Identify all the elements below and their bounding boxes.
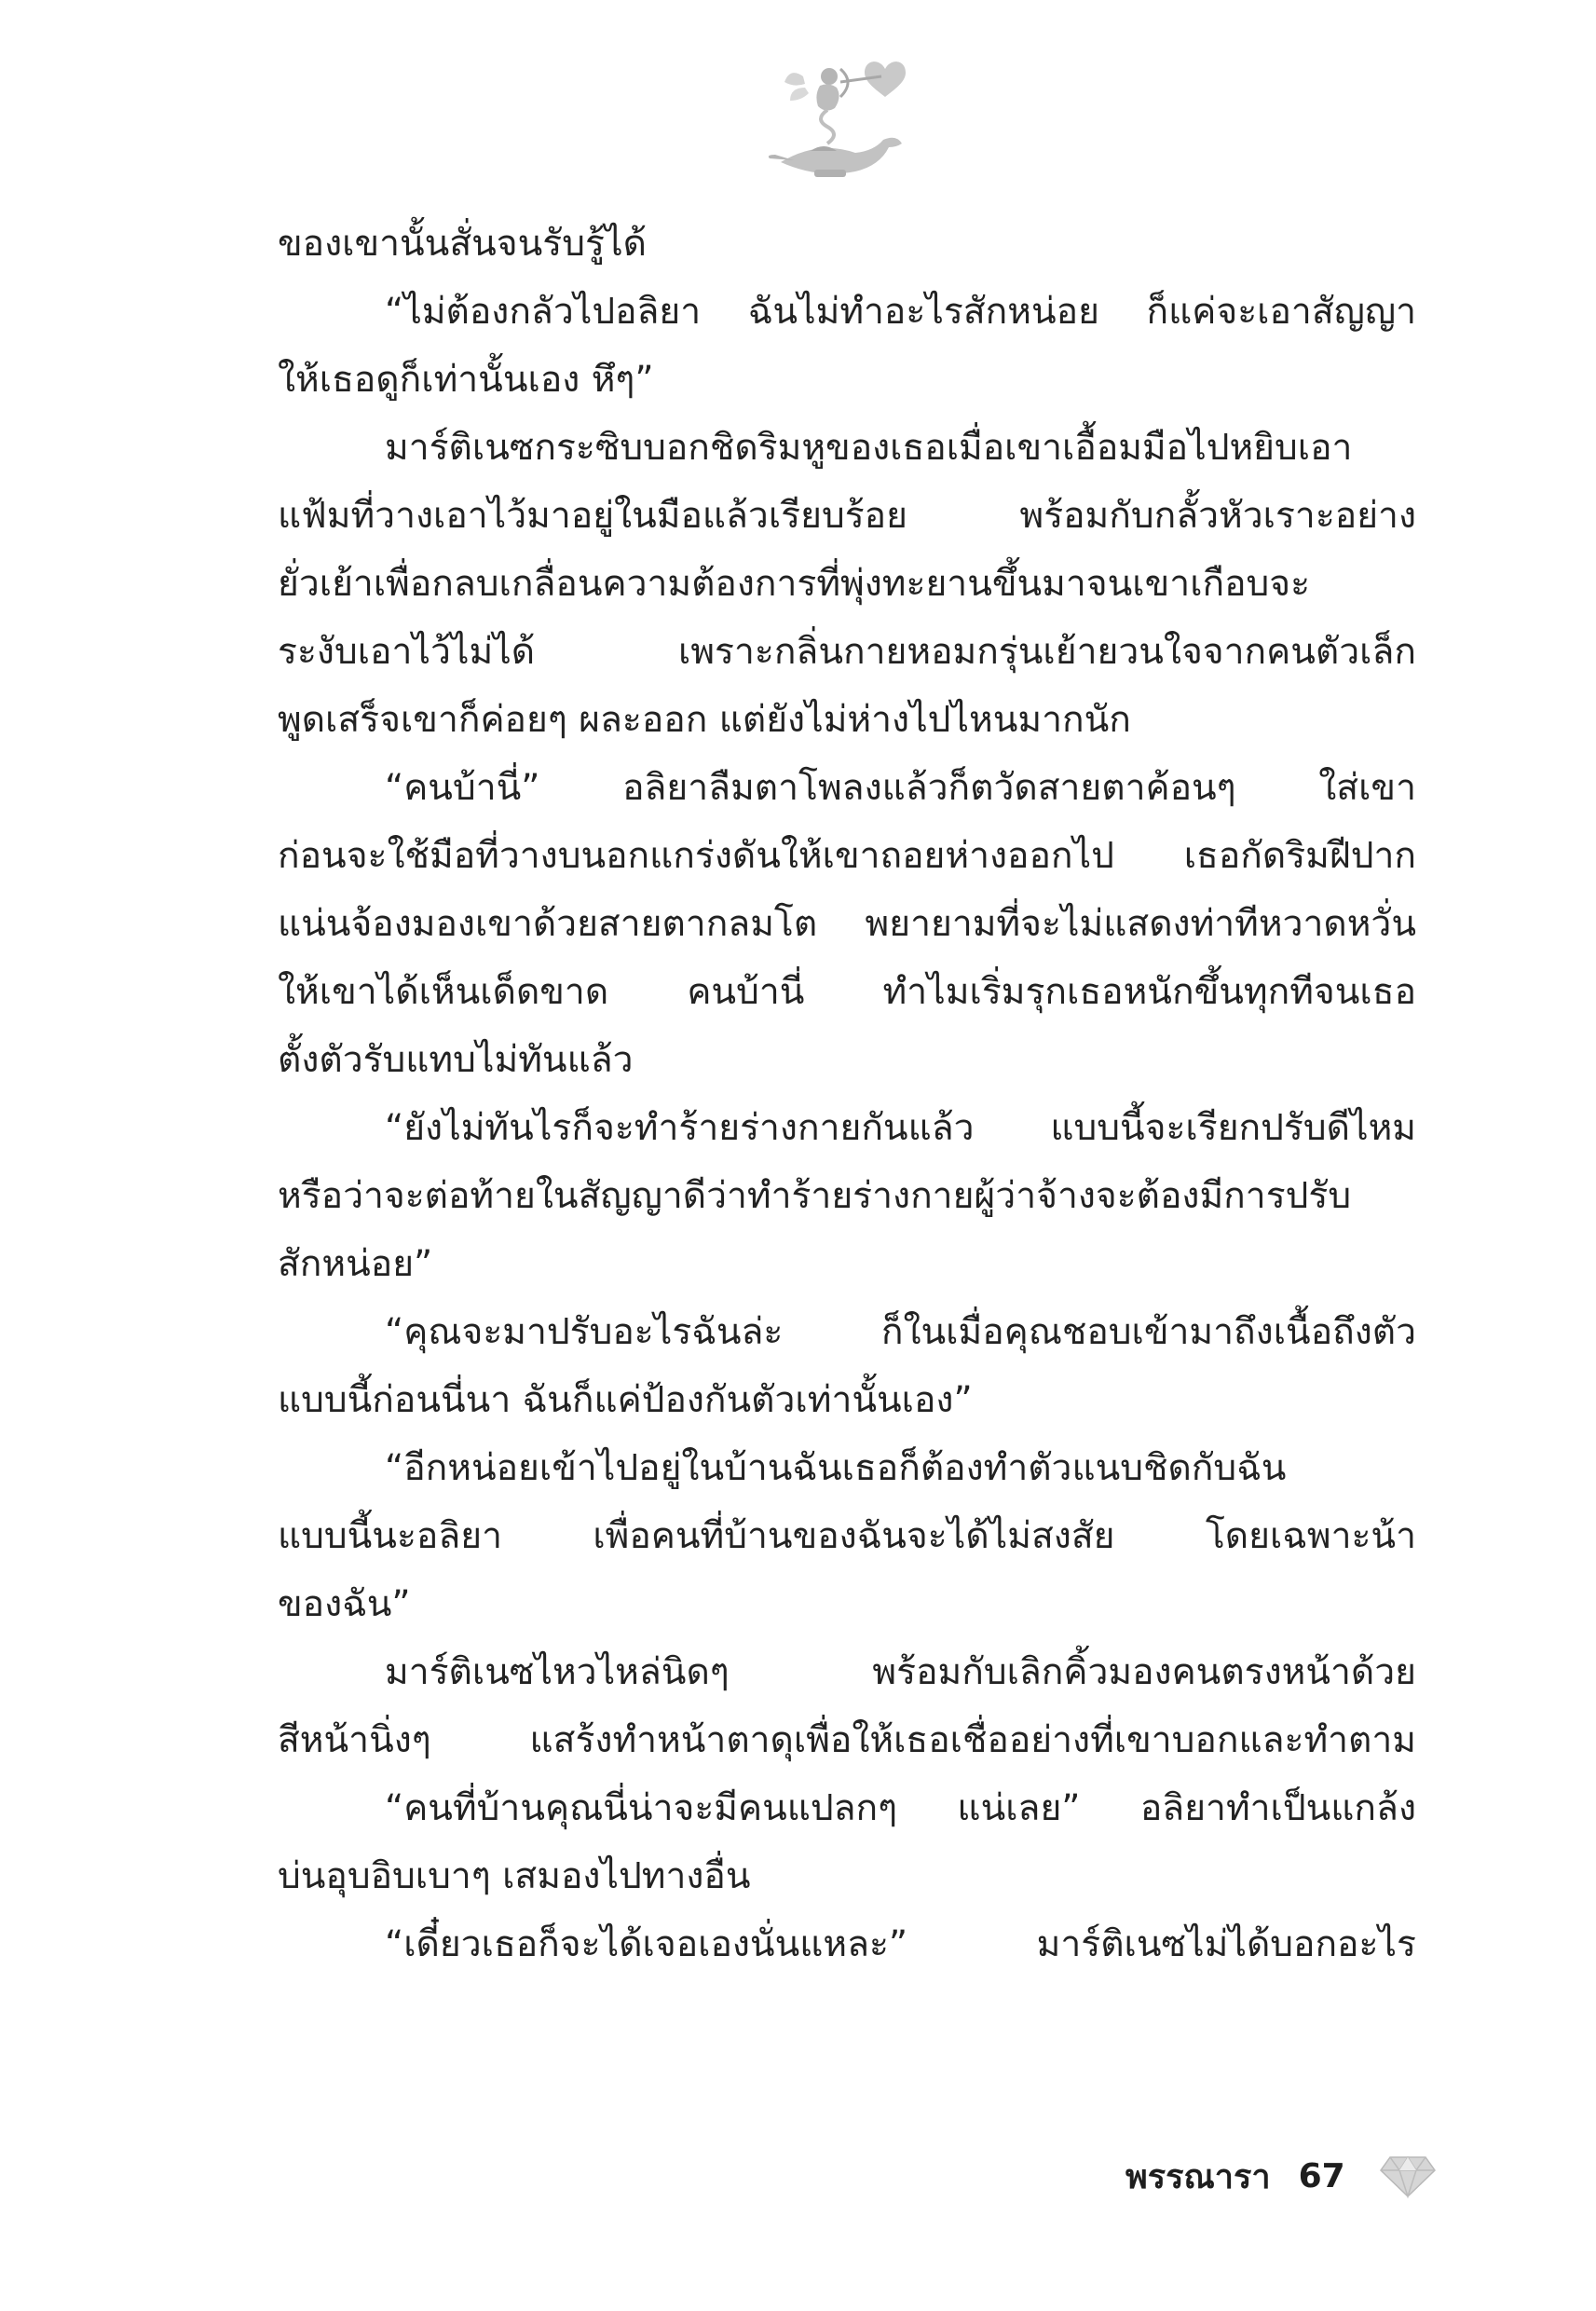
paragraph-line-17: “คุณจะมาปรับอะไรฉันล่ะ ก็ในเมื่อคุณชอบเข้ามาถึงเนื้อถึงตัว — [385, 1311, 1416, 1353]
paragraph-line-11: แน่นจ้องมองเขาด้วยสายตากลมโต พยายามที่จะไม่แสดงท่าทีหวาดหวั่น — [278, 903, 1416, 945]
paragraph-line-9: “คนบ้านี่” อลิยาลืมตาโพลงแล้วก็ตวัดสายตาค้อนๆ ใส่เขา — [385, 767, 1416, 809]
paragraph-line-23: สีหน้านิ่งๆ แสร้งทำหน้าตาดุเพื่อให้เธอเชื่ออย่างที่เขาบอกและทำตาม — [278, 1719, 1416, 1761]
paragraph-line-20: แบบนี้นะอลิยา เพื่อคนที่บ้านของฉันจะได้ไม่สงสัย โดยเฉพาะน้า — [278, 1515, 1416, 1557]
genie-lamp-cupid-icon — [762, 48, 921, 188]
paragraph-line-4: มาร์ติเนซกระซิบบอกชิดริมหูของเธอเมื่อเขาเอื้อมมือไปหยิบเอา — [385, 427, 1353, 469]
paragraph-line-18: แบบนี้ก่อนนี่นา ฉันก็แค่ป้องกันตัวเท่านั้นเอง” — [278, 1379, 973, 1421]
paragraph-line-16: สักหน่อย” — [278, 1243, 433, 1285]
paragraph-line-25: บ่นอุบอิบเบาๆ เสมองไปทางอื่น — [278, 1855, 751, 1897]
paragraph-line-21: ของฉัน” — [278, 1583, 411, 1625]
paragraph-line-6: ยั่วเย้าเพื่อกลบเกลื่อนความต้องการที่พุ่งทะยานขึ้นมาจนเขาเกือบจะ — [278, 563, 1311, 605]
paragraph-line-1: ของเขานั้นสั่นจนรับรู้ได้ — [278, 223, 647, 265]
page-footer — [1099, 2143, 1463, 2208]
paragraph-line-5: แฟ้มที่วางเอาไว้มาอยู่ในมือแล้วเรียบร้อย พร้อมกับกลั้วหัวเราะอย่าง — [278, 495, 1416, 537]
paragraph-line-19: “อีกหน่อยเข้าไปอยู่ในบ้านฉันเธอก็ต้องทำตัวแนบชิดกับฉัน — [385, 1447, 1287, 1489]
paragraph-line-14: “ยังไม่ทันไรก็จะทำร้ายร่างกายกันแล้ว แบบนี้จะเรียกปรับดีไหม — [385, 1107, 1416, 1149]
body-text — [278, 210, 1416, 1978]
page-number: 67 — [1298, 2156, 1345, 2195]
paragraph-line-3: ให้เธอดูก็เท่านั้นเอง หึๆ” — [278, 359, 654, 401]
paragraph-line-24: “คนที่บ้านคุณนี่น่าจะมีคนแปลกๆ แน่เลย” อลิยาทำเป็นแกล้ง — [385, 1787, 1416, 1829]
paragraph-line-15: หรือว่าจะต่อท้ายในสัญญาดีว่าทำร้ายร่างกายผู้ว่าจ้างจะต้องมีการปรับ — [278, 1175, 1352, 1217]
paragraph-line-10: ก่อนจะใช้มือที่วางบนอกแกร่งดันให้เขาถอยห่างออกไป เธอกัดริมฝีปาก — [278, 835, 1416, 877]
paragraph-line-2: “ไม่ต้องกลัวไปอลิยา ฉันไม่ทำอะไรสักหน่อย ก็แค่จะเอาสัญญา — [385, 291, 1416, 333]
paragraph-line-26: “เดี๋ยวเธอก็จะได้เจอเองนั่นแหละ” มาร์ติเนซไม่ได้บอกอะไร — [385, 1923, 1416, 1965]
paragraph-line-12: ให้เขาได้เห็นเด็ดขาด คนบ้านี่ ทำไมเริ่มรุกเธอหนักขึ้นทุกทีจนเธอ — [278, 971, 1416, 1013]
paragraph-line-22: มาร์ติเนซไหวไหล่นิดๆ พร้อมกับเลิกคิ้วมองคนตรงหน้าด้วย — [385, 1651, 1416, 1693]
book-title: พรรณารา — [1125, 2157, 1271, 2196]
diamond-gem-icon — [1379, 2152, 1437, 2200]
paragraph-line-7: ระงับเอาไว้ไม่ได้ เพราะกลิ่นกายหอมกรุ่นเย้ายวนใจจากคนตัวเล็ก — [278, 631, 1416, 673]
paragraph-line-8: พูดเสร็จเขาก็ค่อยๆ ผละออก แต่ยังไม่ห่างไปไหนมากนัก — [278, 699, 1131, 741]
paragraph-line-13: ตั้งตัวรับแทบไม่ทันแล้ว — [278, 1039, 634, 1081]
